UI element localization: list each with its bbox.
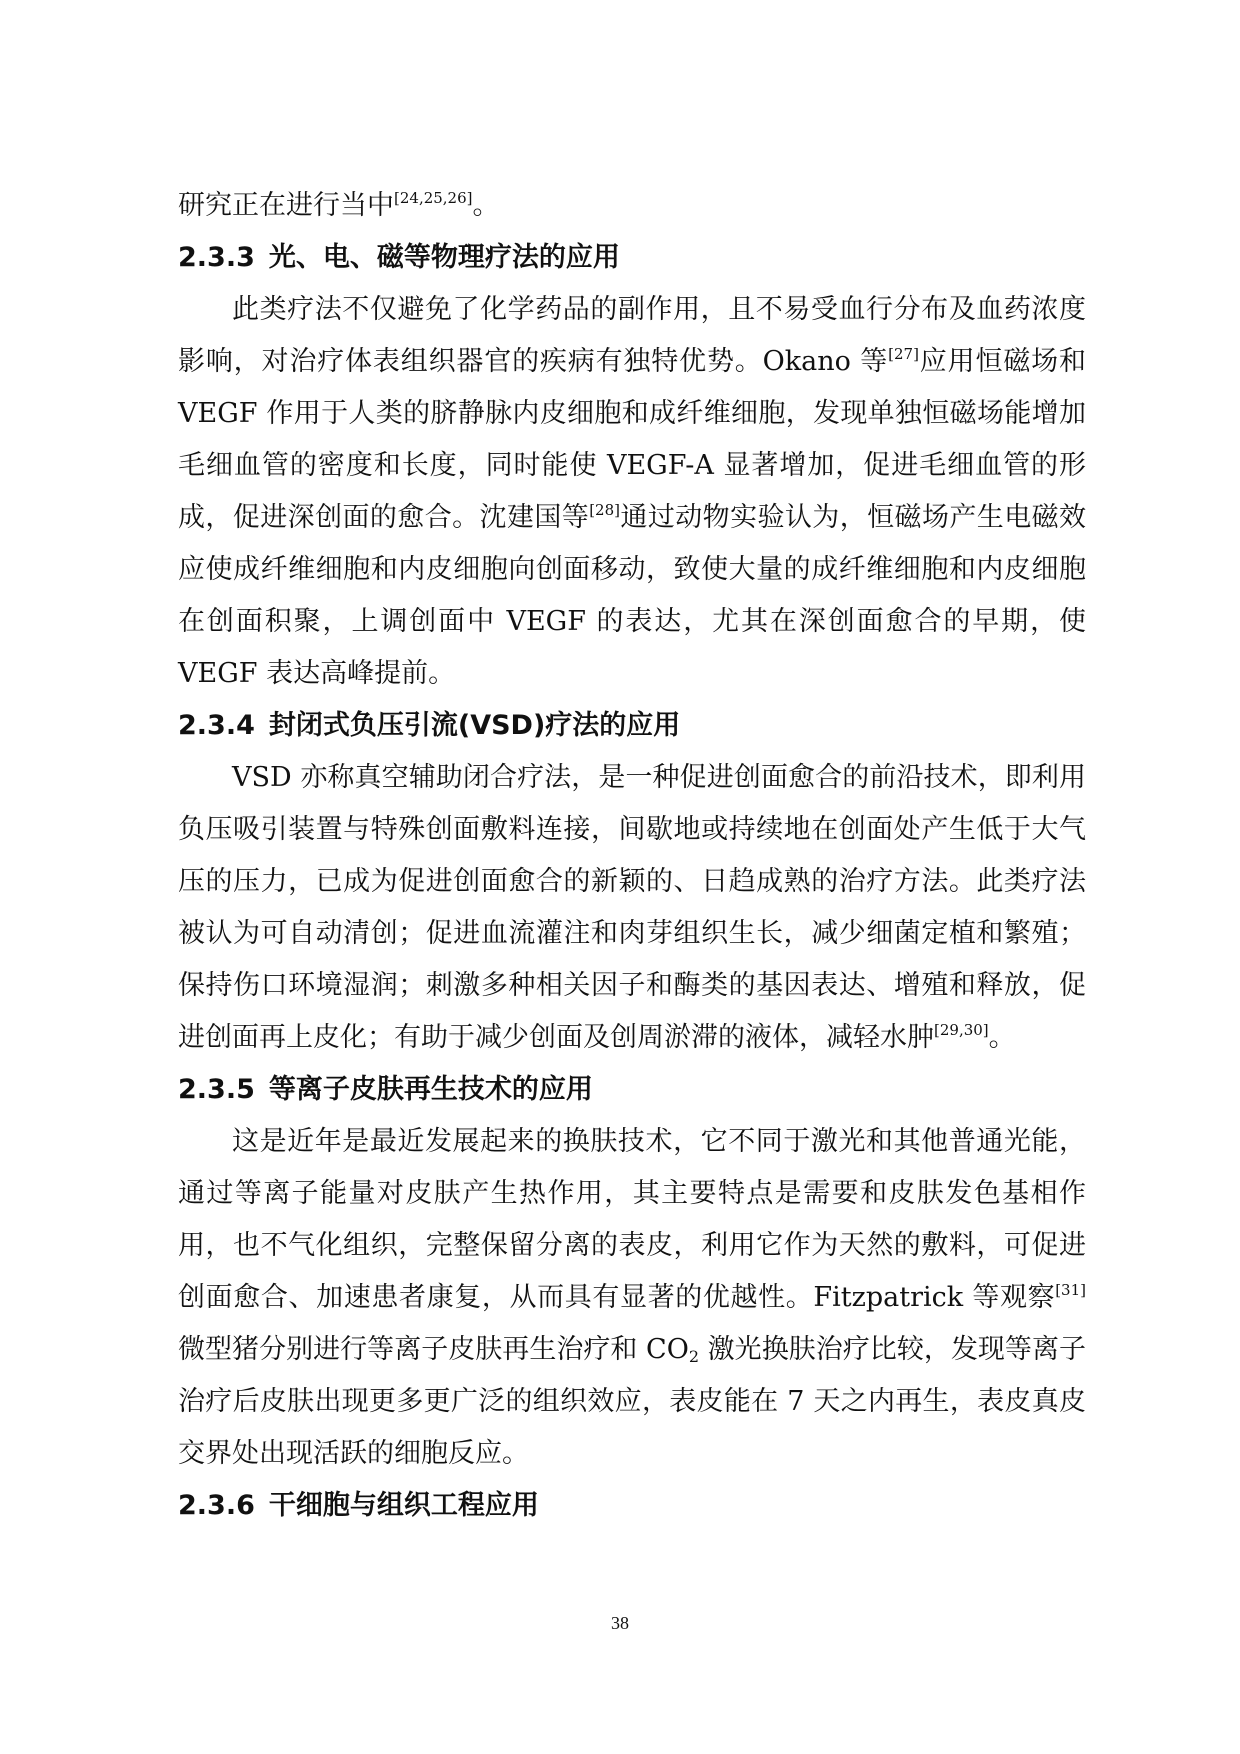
text-run: 通过动物实验认为，恒磁场产生电磁效应使成纤维细胞和内皮细胞向创面移动，致使大量的成纤维细胞和内皮细胞在创面积聚，上调创面中 VEGF 的表达，尤其在深创面愈合的早期，使 VEGF 表达高峰提前。: [178, 502, 1087, 689]
page-number: 38: [611, 1613, 629, 1633]
subscript: 2: [688, 1347, 700, 1366]
text-run: 这是近年是最近发展起来的换肤技术，它不同于激光和其他普通光能，通过等离子能量对皮肤产生热作用，其主要特点是需要和皮肤发色基相作用，也不气化组织，完整保留分离的表皮，利用它作为天然的敷料，可促进创面愈合、加速患者康复，从而具有显著的优越性。Fitzpatrick 等观察: [178, 1126, 1086, 1313]
text-run: 。: [472, 190, 500, 221]
section-number: 2.3.6: [178, 1490, 255, 1521]
section-number: 2.3.4: [178, 710, 255, 741]
citation-ref: [24,25,26]: [394, 189, 473, 207]
text-run: 此类疗法不仅避免了化学药品的副作用，且不易受血行分布及血药浓度影响，对治疗体表组织器官的疾病有独特优势。Okano 等: [178, 294, 1086, 377]
section-title: 等离子皮肤再生技术的应用: [268, 1074, 593, 1105]
section-title: 光、电、磁等物理疗法的应用: [268, 242, 620, 273]
text-run: 。: [988, 1022, 1016, 1053]
page-body: [178, 180, 1086, 1532]
section-heading: [178, 232, 1086, 284]
section-heading: [178, 1064, 1086, 1116]
section-number: 2.3.3: [178, 242, 255, 273]
citation-ref: [31]: [1055, 1281, 1086, 1299]
text-run: 激光换肤治疗比较，发现等离子治疗后皮肤出现更多更广泛的组织效应，表皮能在 7 天之内再生，表皮真皮交界处出现活跃的细胞反应。: [178, 1334, 1086, 1469]
section-title: 干细胞与组织工程应用: [268, 1490, 539, 1521]
text-run: 微型猪分别进行等离子皮肤再生治疗和 CO: [178, 1334, 689, 1365]
section-title: 封闭式负压引流(VSD)疗法的应用: [268, 710, 681, 741]
section-heading: [178, 700, 1086, 752]
section-number: 2.3.5: [178, 1074, 255, 1105]
body-paragraph: [178, 1116, 1086, 1480]
text-run: VSD 亦称真空辅助闭合疗法，是一种促进创面愈合的前沿技术，即利用负压吸引装置与特殊创面敷料连接，间歇地或持续地在创面处产生低于大气压的压力，已成为促进创面愈合的新颖的、日趋成熟的治疗方法。此类疗法被认为可自动清创；促进血流灌注和肉芽组织生长，减少细菌定植和繁殖；保持伤口环境湿润；刺激多种相关因子和酶类的基因表达、增殖和释放，促进创面再上皮化；有助于减少创面及创周淤滞的液体，减轻水肿: [178, 762, 1086, 1053]
text-run: 应用恒磁场和 VEGF 作用于人类的脐静脉内皮细胞和成纤维细胞，发现单独恒磁场能增加毛细血管的密度和长度，同时能使 VEGF-A 显著增加，促进毛细血管的形成，促进深创面的愈合。沈建国等: [178, 346, 1086, 533]
citation-ref: [28]: [589, 501, 620, 519]
citation-ref: [27]: [888, 345, 919, 363]
section-heading: [178, 1480, 1086, 1532]
citation-ref: [29,30]: [934, 1021, 989, 1039]
body-paragraph: [178, 180, 1086, 232]
body-paragraph: [178, 752, 1086, 1064]
body-paragraph: [178, 284, 1086, 700]
text-run: 研究正在进行当中: [178, 190, 394, 221]
